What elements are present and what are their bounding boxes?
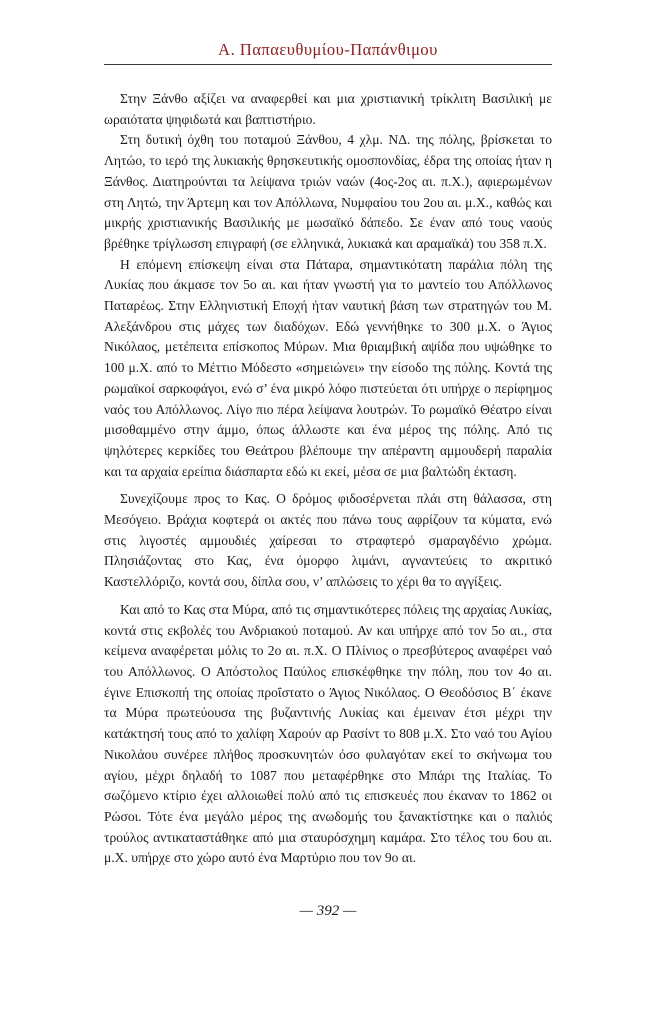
paragraph-myra: Και από το Κας στα Μύρα, από τις σημαντικότερες πόλεις της αρχαίας Λυκίας, κοντά στις εκβολές του Ανδριακού ποταμού. Αν και υπήρχε από τον 5ο αι., στα κείμενα αναφέρεται μόλις το 2ο αι. π.Χ. Ο Πλίνιος ο πρεσβύτερος αναφέρει ναό του Απόλλωνος. Ο Απόστολος Παύλος επισκέφθηκε την πόλη, που τον 4ο αι. έγινε Επισκοπή της οποίας προΐστατο ο Άγιος Νικόλαος. Ο Θεοδόσιος Β΄ έκανε τα Μύρα πρωτεύουσα της βυζαντινής Λυκίας και έμειναν έτσι μέχρι την κατάκτησή τους από το χαλίφη Χαρούν αρ Ρασίντ το 808 μ.Χ. Στο ναό του Αγίου Νικολάου συνέρεε πλήθος προσκυνητών όσο φυλαγόταν εκεί το σκήνωμα του αγίου, μέχρι δηλαδή το 1087 που μεταφέρθηκε στο Μπάρι της Ιταλίας. Το σωζόμενο κτίριο έχει αλλοιωθεί πολύ από τις επισκευές που έκαναν το 1862 οι Ρώσοι. Τότε ένα μεγάλο μέρος της ανωδομής του ξανακτίστηκε και ο παλιός τρούλος αντικαταστάθηκε από μια σταυρόσχημη καμάρα. Στο τέλος του 6ου αι. μ.Χ. υπήρχε στο χώρο αυτό ένα Μαρτύριο που τον 9ο αι.: [104, 601, 552, 866]
body-text: [104, 89, 552, 869]
header-rule: [104, 64, 552, 65]
page-number: — 392 —: [299, 903, 357, 919]
running-header: Α. Παπαευθυμίου-Παπάνθιμου: [218, 40, 438, 59]
paragraph-xanthos-basilica: Στην Ξάνθο αξίζει να αναφερθεί και μια χριστιανική τρίκλιτη Βασιλική με ωραιότατα ψηφιδωτά και βαπτιστήριο.: [104, 91, 552, 127]
paragraph-kas: Συνεχίζουμε προς το Κας. Ο δρόμος φιδοσέρνεται πλάι στη θάλασσα, στη Μεσόγειο. Βράχια κοφτερά οι ακτές που πάνω τους αφρίζουν τα κύματα, ενώ στις λιγοστές αμμουδιές χαίρεσαι το στραφτερό σμαραγδένιο χρώμα. Πλησιάζοντας στο Κας, ένα όμορφο λιμάνι, αγναντεύεις το ακριτικό Καστελλόριζο, κοντά σου, δίπλα σου, ν’ απλώσεις το χέρι θα το αγγίξεις.: [104, 491, 552, 590]
paragraph-patara: Η επόμενη επίσκεψη είναι στα Πάταρα, σημαντικότατη παράλια πόλη της Λυκίας που άκμασε τον 5ο αι. και ήταν γνωστή για το μαντείο του Απόλλωνος Παταρέως. Στην Ελληνιστική Εποχή ήταν ναυτική βάση των στρατηγών του Μ. Αλεξάνδρου στις μάχες των διαδόχων. Εδώ γεννήθηκε το 300 μ.Χ. ο Άγιος Νικόλαος, μετέπειτα επίσκοπος Μύρων. Μια θριαμβική αψίδα που υψώθηκε το 100 μ.Χ. από το Μέττιο Μόδεστο «σημειώνει» την είσοδο της πόλης. Κοντά της ρωμαϊκοί σαρκοφάγοι, ενώ σ’ ένα μικρό λόφο πιστεύεται ότι υπήρχε ο περίφημος ναός του Απόλλωνος. Λίγο πιο πέρα λείψανα λουτρών. Το ρωμαϊκό Θέατρο είναι μισοθαμμένο στην άμμο, όπως άλλωστε και ένα μέρος της πόλης. Από τις ψηλότερες κερκίδες του Θεάτρου βλέπουμε την απέραντη αμμουδερή παραλία και τα αρχαία ερείπια διάσπαρτα εδώ κι εκεί, μέσα σε μια βαλτώδη έκταση.: [104, 256, 552, 479]
paragraph-letoon: Στη δυτική όχθη του ποταμού Ξάνθου, 4 χλμ. ΝΔ. της πόλης, βρίσκεται το Λητώο, το ιερό της λυκιακής θρησκευτικής ομοσπονδίας, έδρα της οποίας ήταν η Ξάνθος. Διατηρούνται τα λείψανα τριών ναών (4ος-2ος αι. π.Χ.), αφιερωμένων στη Λητώ, την Άρτεμη και τον Απόλλωνα, Νυμφαίου του 2ου αι. μ.Χ., καθώς και μικρής χριστιανικής Βασιλικής με μωσαϊκό δάπεδο. Σε έναν από τους ναούς βρέθηκε τρίγλωσση επιγραφή (σε ελληνικά, λυκιακά και αραμαϊκά) του 358 π.Χ.: [104, 132, 552, 251]
